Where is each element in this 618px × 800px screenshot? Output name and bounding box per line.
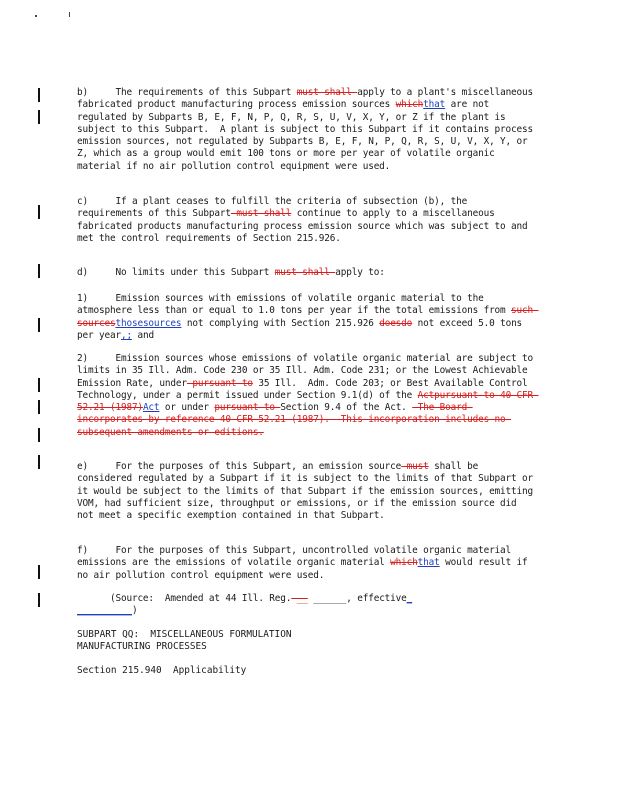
- inserted-text: that: [423, 99, 446, 111]
- deleted-text: which: [390, 557, 418, 569]
- change-bar: [38, 110, 40, 124]
- text-run: (Source: Amended at 44 Ill. Reg.: [77, 593, 292, 604]
- deleted-text: must shall: [230, 208, 292, 220]
- inserted-text: thosesources: [115, 317, 182, 329]
- paragraph-d1: [77, 293, 537, 342]
- deleted-text: Actpursuant to 40 CFR 52.21 (1987): [77, 389, 539, 414]
- change-bar: [38, 428, 40, 442]
- text-run: and: [131, 329, 154, 341]
- deleted-text: pursuant to: [214, 402, 281, 414]
- text-run: f) For the purposes of this Subpart, uncontrolled volatile organic material emissions are the emissions of volatile organic material: [77, 545, 517, 569]
- text-run: d) No limits under this Subpart: [77, 267, 275, 278]
- change-bar: [38, 455, 40, 469]
- change-bar: [38, 318, 40, 332]
- scan-speck: [69, 12, 70, 17]
- deleted-text: doesdo: [379, 317, 413, 329]
- text-run: are not regulated by Subparts B, E, F, N, P, Q, R, S, U, V, X, Y, or Z if the plant is subject to this Subpart. A plant is subject to this Subpart if it contains process emission sources, not regulated by Subparts B, E, F, N, P, Q, R, S, U, V, X, Y, or Z, which as a group would emit 100 tons or more per year of volatile organic material if no air pollution control equipment were used.: [77, 99, 539, 172]
- subpart-heading-continued: MANUFACTURING PROCESSES: [77, 641, 207, 652]
- text-run: not complying with Section 215.926: [181, 317, 380, 329]
- source-note: [77, 593, 537, 618]
- text-run: or under: [159, 402, 215, 414]
- inserted-text: _: [406, 593, 413, 604]
- deleted-text: The Board incorporates by reference 40 CFR 52.21 (1987). This incorporation includes no subsequent amendments or editions.: [77, 402, 512, 438]
- change-bar: [38, 593, 40, 607]
- paragraph-c: [77, 196, 537, 245]
- paragraph-d2: [77, 353, 537, 439]
- text-run: shall be considered regulated by a Subpart if it is subject to the limits of that Subpart or it would be subject to the limits of that Subpart if the emission sources, emitting VOM, had sufficient size, throughput or emissions, or if the emission source did not meet a specific exemption contained in that Subpart.: [77, 461, 539, 522]
- text-run: ): [131, 605, 138, 617]
- text-run: 1) Emission sources with emissions of volatile organic material to the atmosphere less than or equal to 1.0 tons per year if the total emissions from: [77, 293, 512, 317]
- text-run: Section 9.4 of the Act.: [280, 402, 413, 414]
- change-bar: [38, 264, 40, 278]
- deleted-text: __: [291, 593, 308, 604]
- scan-speck: [35, 15, 37, 17]
- subpart-heading: SUBPART QQ: MISCELLANEOUS FORMULATION: [77, 629, 292, 640]
- section-heading: Section 215.940 Applicability: [77, 665, 247, 676]
- paragraph-e: [77, 461, 537, 522]
- deleted-text: must: [401, 461, 429, 472]
- change-bar: [38, 88, 40, 102]
- inserted-text: ,;: [120, 329, 132, 341]
- text-run: e) For the purposes of this Subpart, an emission source: [77, 461, 402, 472]
- change-bar: [38, 378, 40, 392]
- text-run: continue to apply to a miscellaneous fabricated products manufacturing process emission source which was subject to and met the control requirements of Section 215.926.: [77, 208, 534, 244]
- change-bar: [38, 205, 40, 219]
- text-run: 35 Ill. Adm. Code 203; or Best Available Control Technology, under a permit issued under Section 9.1(d) of the: [77, 377, 534, 401]
- text-run: apply to:: [335, 267, 385, 278]
- text-run: ______, effective: [307, 593, 407, 604]
- paragraph-d: [77, 267, 537, 279]
- deleted-text: must shall: [274, 267, 336, 278]
- change-bar: [38, 400, 40, 414]
- text-run: c) If a plant ceases to fulfill the criteria of subsection (b), the requirements of this Subpart: [77, 196, 473, 220]
- text-run: b) The requirements of this Subpart: [77, 87, 297, 98]
- inserted-text: that: [417, 557, 440, 569]
- deleted-text: must shall: [296, 87, 358, 98]
- change-bar: [38, 565, 40, 579]
- deleted-text: such sources: [77, 305, 539, 329]
- text-run: apply to a plant's miscellaneous fabricated product manufacturing process emission sources: [77, 87, 539, 111]
- paragraph-b: [77, 87, 537, 173]
- inserted-text: Act: [142, 402, 160, 414]
- deleted-text: pursuant to: [186, 377, 253, 389]
- deleted-text: which: [395, 99, 424, 111]
- inserted-text: __________: [77, 605, 132, 617]
- text-run: not exceed 5.0 tons per year: [77, 317, 528, 341]
- paragraph-f: [77, 545, 537, 582]
- text-run: would result if no air pollution control equipment were used.: [77, 557, 534, 581]
- text-run: 2) Emission sources whose emissions of volatile organic material are subject to limits in 35 Ill. Adm. Code 230 or 35 Ill. Adm. Code 231; or the Lowest Achievable Emission Rate, under: [77, 353, 539, 389]
